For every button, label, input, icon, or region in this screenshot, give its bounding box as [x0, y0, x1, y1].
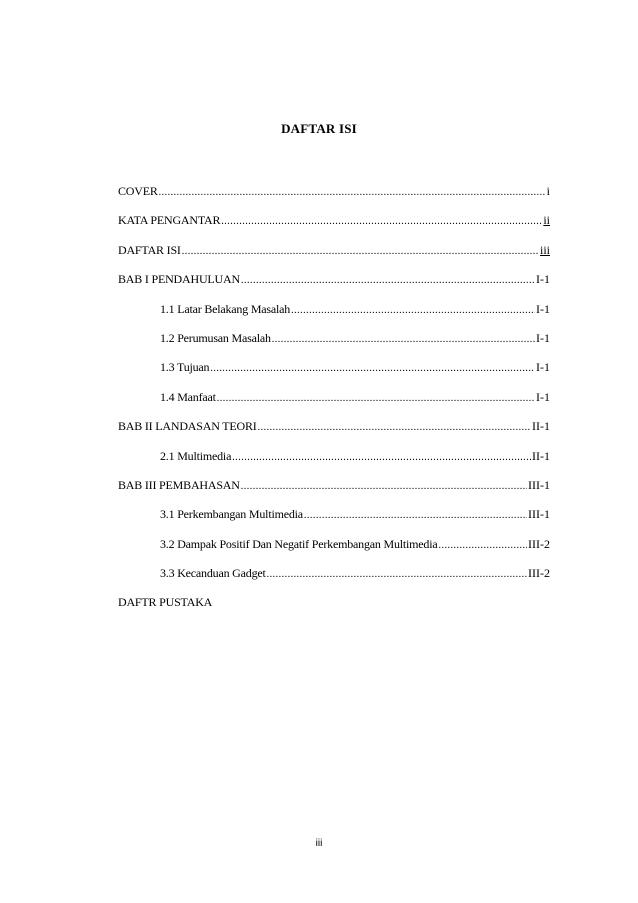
- toc-leader-dots: [210, 362, 535, 376]
- toc-entry-page: III-2: [528, 566, 550, 581]
- footer-page-number: iii: [315, 838, 323, 849]
- toc-entry-page: II-1: [532, 448, 550, 463]
- toc-entry-label: DAFTAR ISI: [118, 242, 181, 257]
- toc-entry-page: I-1: [536, 360, 550, 375]
- toc-entry-1-3: [118, 360, 550, 389]
- toc-entry-page: III-2: [528, 536, 550, 551]
- toc-entry-label: BAB I PENDAHULUAN: [118, 272, 240, 287]
- toc-entry-3-2: [118, 537, 550, 566]
- toc-entry-page: iii: [539, 242, 550, 257]
- toc-entry-page: III-1: [528, 477, 550, 492]
- toc-entry-label: 3.3 Kecanduan Gadget: [160, 566, 266, 581]
- toc-entry-1-1: [118, 302, 550, 331]
- toc-entry-3-1: [118, 507, 550, 536]
- toc-entry-bab-2: [118, 419, 550, 448]
- toc-entry-label: 1.2 Perumusan Masalah: [160, 330, 271, 345]
- toc-leader-dots: [241, 480, 527, 494]
- toc-entry-page: I-1: [536, 389, 550, 404]
- toc-leader-dots: [217, 392, 535, 406]
- toc-entry-bab-3: [118, 478, 550, 507]
- toc-entry-page: II-1: [532, 419, 550, 434]
- toc-entry-page: III-1: [528, 507, 550, 522]
- toc-leader-dots: [241, 274, 535, 288]
- toc-entry-label: KATA PENGANTAR: [118, 213, 221, 228]
- toc-entry-2-1: [118, 449, 550, 478]
- toc-entry-label: 3.2 Dampak Positif Dan Negatif Perkembangan Multimedia: [160, 536, 438, 551]
- toc-entry-label: COVER: [118, 184, 158, 198]
- toc-entry-page: I-1: [536, 301, 550, 316]
- toc-entry-label: 3.1 Perkembangan Multimedia: [160, 507, 303, 522]
- toc-entry-1-4: [118, 390, 550, 419]
- toc-entry-page: i: [546, 184, 550, 198]
- toc-entry-label: DAFTR PUSTAKA: [118, 595, 213, 610]
- toc-leader-dots: [221, 215, 542, 229]
- toc-leader-dots: [159, 186, 546, 200]
- toc-entry-bab-1: [118, 272, 550, 301]
- toc-leader-dots: [182, 245, 539, 259]
- toc-entry-daftar-pustaka: [118, 595, 550, 624]
- toc-entry-label: 1.1 Latar Belakang Masalah: [160, 301, 291, 316]
- toc-leader-dots: [232, 451, 531, 465]
- toc-entry-daftar-isi: [118, 243, 550, 272]
- toc-leader-dots: [258, 421, 531, 435]
- toc-entry-label: BAB III PEMBAHASAN: [118, 477, 240, 492]
- toc-entry-page: I-1: [536, 330, 550, 345]
- toc-entry-page: I-1: [536, 272, 550, 287]
- toc-entry-label: BAB II LANDASAN TEORI: [118, 419, 257, 434]
- toc-leader-dots: [267, 568, 527, 582]
- toc-entry-1-2: [118, 331, 550, 360]
- toc-entry-kata-pengantar: [118, 213, 550, 242]
- toc-entry-label: 1.4 Manfaat: [160, 389, 216, 404]
- toc-entry-label: 1.3 Tujuan: [160, 360, 210, 375]
- toc-leader-dots: [438, 539, 527, 553]
- toc-entry-page: ii: [543, 213, 550, 228]
- toc-leader-dots: [272, 333, 535, 347]
- toc-leader-dots: [304, 509, 527, 523]
- toc-entry-cover: [118, 184, 550, 213]
- page-title: DAFTAR ISI: [281, 121, 357, 136]
- toc-entry-3-3: [118, 566, 550, 595]
- toc-leader-dots: [291, 304, 535, 318]
- table-of-contents: [118, 184, 550, 625]
- toc-entry-label: 2.1 Multimedia: [160, 448, 232, 463]
